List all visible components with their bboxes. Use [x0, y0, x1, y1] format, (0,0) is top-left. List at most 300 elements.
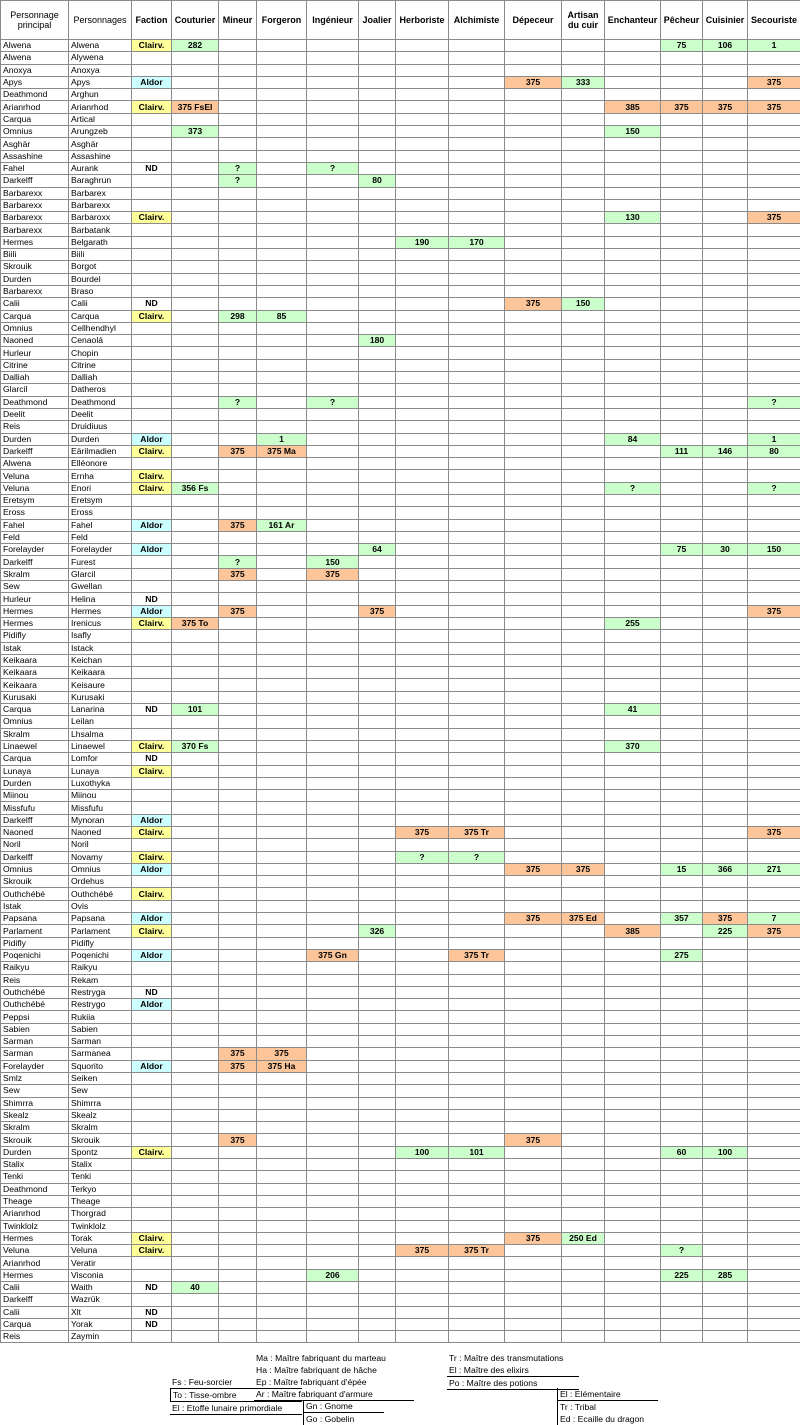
skill-cell	[661, 162, 703, 174]
skill-cell	[449, 1195, 505, 1207]
skill-cell	[257, 212, 307, 224]
skill-cell	[257, 913, 307, 925]
skill-cell	[605, 372, 661, 384]
skill-cell	[307, 322, 359, 334]
skill-cell	[703, 408, 748, 420]
main-character-cell: Keikaara	[1, 654, 69, 666]
skill-cell	[307, 1171, 359, 1183]
table-row	[1, 753, 800, 765]
skill-cell	[505, 925, 562, 937]
character-cell: Cenaolá	[69, 335, 132, 347]
main-character-cell: Smlz	[1, 1072, 69, 1084]
skill-cell	[449, 716, 505, 728]
skill-cell: 85	[257, 310, 307, 322]
skill-cell	[257, 802, 307, 814]
skill-cell	[449, 482, 505, 494]
legend-entry: Fs : Feu-sorcier	[170, 1376, 302, 1388]
skill-cell	[505, 408, 562, 420]
skill-cell	[219, 212, 257, 224]
legend-entry: Tr : Tribal	[558, 1401, 658, 1413]
skill-cell	[449, 913, 505, 925]
skill-cell	[219, 925, 257, 937]
skill-cell	[505, 1269, 562, 1281]
skill-cell	[396, 310, 449, 322]
skill-cell	[505, 999, 562, 1011]
skill-cell	[505, 888, 562, 900]
skill-cell	[307, 876, 359, 888]
column-header: Couturier	[172, 1, 219, 40]
skill-cell	[257, 531, 307, 543]
legend-forgeron	[254, 1352, 414, 1401]
skill-cell	[661, 1208, 703, 1220]
skill-cell	[257, 728, 307, 740]
table-row	[1, 1195, 800, 1207]
skill-cell	[307, 1220, 359, 1232]
skill-cell	[359, 974, 396, 986]
skill-cell	[359, 40, 396, 52]
character-cell: Isafly	[69, 630, 132, 642]
skill-cell	[562, 679, 605, 691]
skill-cell	[449, 421, 505, 433]
skill-cell	[172, 150, 219, 162]
skill-cell: 75	[661, 40, 703, 52]
skill-cell	[359, 1171, 396, 1183]
main-character-cell: Deathmond	[1, 396, 69, 408]
skill-cell	[505, 372, 562, 384]
legend-entry: El : Etoffe lunaire primordiale	[170, 1402, 302, 1415]
table-row	[1, 1060, 800, 1072]
skill-cell	[172, 679, 219, 691]
skill-cell	[605, 1085, 661, 1097]
skill-cell	[219, 126, 257, 138]
skill-cell	[748, 519, 800, 531]
table-row	[1, 999, 800, 1011]
skill-cell	[307, 1122, 359, 1134]
skill-cell	[605, 753, 661, 765]
faction-cell: ND	[132, 704, 172, 716]
skill-cell	[219, 1331, 257, 1343]
skill-cell	[661, 138, 703, 150]
skill-cell	[605, 888, 661, 900]
skill-cell	[661, 285, 703, 297]
skill-cell	[562, 1072, 605, 1084]
skill-cell	[562, 949, 605, 961]
skill-cell	[562, 827, 605, 839]
skill-cell	[605, 1232, 661, 1244]
skill-cell	[505, 704, 562, 716]
main-character-cell: Parlament	[1, 925, 69, 937]
faction-cell	[132, 667, 172, 679]
skill-cell	[307, 913, 359, 925]
skill-cell	[396, 1072, 449, 1084]
skill-cell	[703, 175, 748, 187]
character-cell: Veratir	[69, 1257, 132, 1269]
table-row	[1, 888, 800, 900]
skill-cell	[505, 605, 562, 617]
skill-cell	[172, 273, 219, 285]
skill-cell	[257, 150, 307, 162]
skill-cell	[359, 1011, 396, 1023]
main-character-cell: Istak	[1, 642, 69, 654]
skill-cell	[748, 261, 800, 273]
table-row	[1, 150, 800, 162]
skill-cell: 150	[307, 556, 359, 568]
skill-cell	[219, 704, 257, 716]
skill-cell	[449, 40, 505, 52]
faction-cell: Aldor	[132, 605, 172, 617]
skill-cell	[359, 876, 396, 888]
table-row	[1, 593, 800, 605]
character-cell: Shimrra	[69, 1097, 132, 1109]
skill-cell	[661, 1023, 703, 1035]
main-character-cell: Carqua	[1, 113, 69, 125]
character-cell: Enori	[69, 482, 132, 494]
skill-cell	[172, 310, 219, 322]
skill-cell	[359, 1122, 396, 1134]
main-character-cell: Miinou	[1, 790, 69, 802]
skill-cell	[359, 716, 396, 728]
skill-cell	[396, 802, 449, 814]
skill-cell	[257, 470, 307, 482]
faction-cell	[132, 261, 172, 273]
skill-cell	[661, 900, 703, 912]
skill-cell	[172, 1036, 219, 1048]
skill-cell	[172, 1306, 219, 1318]
skill-cell	[703, 1183, 748, 1195]
skill-cell	[605, 1011, 661, 1023]
skill-cell	[172, 76, 219, 88]
main-character-cell: Asghär	[1, 138, 69, 150]
skill-cell	[219, 716, 257, 728]
skill-cell	[359, 949, 396, 961]
skill-cell	[396, 556, 449, 568]
faction-cell	[132, 556, 172, 568]
faction-cell: ND	[132, 753, 172, 765]
main-character-cell: Twinklolz	[1, 1220, 69, 1232]
skill-cell	[307, 1159, 359, 1171]
skill-cell	[307, 519, 359, 531]
skill-cell	[359, 433, 396, 445]
skill-cell	[172, 236, 219, 248]
skill-cell: 100	[703, 1146, 748, 1158]
skill-cell	[172, 89, 219, 101]
faction-cell	[132, 199, 172, 211]
skill-cell	[703, 679, 748, 691]
skill-cell	[219, 335, 257, 347]
skill-cell	[505, 175, 562, 187]
skill-cell	[703, 126, 748, 138]
skill-cell: ?	[396, 851, 449, 863]
skill-cell	[396, 1220, 449, 1232]
skill-cell	[449, 1220, 505, 1232]
skill-cell	[703, 1134, 748, 1146]
skill-cell	[257, 396, 307, 408]
skill-cell	[307, 52, 359, 64]
skill-cell	[605, 986, 661, 998]
skill-cell	[703, 1318, 748, 1330]
skill-cell	[661, 1257, 703, 1269]
main-character-cell: Omnius	[1, 126, 69, 138]
table-row	[1, 261, 800, 273]
skill-cell: ?	[219, 162, 257, 174]
skill-cell	[359, 1269, 396, 1281]
skill-cell	[748, 1281, 800, 1293]
skill-cell	[307, 408, 359, 420]
skill-cell	[307, 64, 359, 76]
character-cell: Keisaure	[69, 679, 132, 691]
skill-cell	[172, 765, 219, 777]
table-row	[1, 40, 800, 52]
table-row	[1, 1281, 800, 1293]
skill-cell	[219, 642, 257, 654]
skill-cell	[219, 531, 257, 543]
character-cell: Druidiuus	[69, 421, 132, 433]
character-cell: Belgarath	[69, 236, 132, 248]
skill-cell	[505, 617, 562, 629]
skill-cell	[449, 900, 505, 912]
character-cell: Raikyu	[69, 962, 132, 974]
table-row	[1, 1269, 800, 1281]
skill-cell	[257, 1331, 307, 1343]
skill-cell	[748, 716, 800, 728]
skill-cell	[748, 654, 800, 666]
skill-cell	[396, 101, 449, 113]
skill-cell	[359, 396, 396, 408]
skill-cell	[605, 667, 661, 679]
skill-cell	[505, 593, 562, 605]
skill-cell	[449, 691, 505, 703]
skill-cell	[703, 1171, 748, 1183]
legend-entry: Ma : Maître fabriquant du marteau	[254, 1352, 414, 1364]
table-row	[1, 1048, 800, 1060]
skill-cell	[748, 249, 800, 261]
skill-cell	[396, 949, 449, 961]
main-character-cell: Biili	[1, 249, 69, 261]
main-character-cell: Veluna	[1, 482, 69, 494]
skill-cell	[562, 199, 605, 211]
skill-cell	[748, 1208, 800, 1220]
skill-cell	[703, 224, 748, 236]
skill-cell	[605, 1331, 661, 1343]
faction-cell	[132, 89, 172, 101]
character-cell: Papsana	[69, 913, 132, 925]
skill-cell: 1	[748, 433, 800, 445]
skill-cell	[172, 630, 219, 642]
skill-cell	[359, 1331, 396, 1343]
skill-cell	[359, 802, 396, 814]
skill-cell: 150	[605, 126, 661, 138]
skill-cell	[172, 52, 219, 64]
main-character-cell: Carqua	[1, 753, 69, 765]
skill-cell	[661, 765, 703, 777]
skill-cell	[449, 1122, 505, 1134]
skill-cell	[748, 310, 800, 322]
legend-entry: Gn : Gnome	[304, 1400, 384, 1413]
skill-cell	[359, 1023, 396, 1035]
main-character-cell: Forelayder	[1, 544, 69, 556]
skill-cell	[562, 396, 605, 408]
skill-cell	[307, 126, 359, 138]
table-row	[1, 1183, 800, 1195]
skill-cell	[605, 1195, 661, 1207]
skill-cell	[562, 224, 605, 236]
skill-cell	[562, 1146, 605, 1158]
table-row	[1, 64, 800, 76]
skill-cell	[605, 494, 661, 506]
skill-cell	[449, 433, 505, 445]
skill-cell	[703, 310, 748, 322]
main-character-cell: Stalix	[1, 1159, 69, 1171]
skill-cell	[505, 765, 562, 777]
skill-cell	[562, 765, 605, 777]
table-row	[1, 531, 800, 543]
character-cell: Elléonore	[69, 458, 132, 470]
skill-cell	[703, 273, 748, 285]
main-character-cell: Poqenichi	[1, 949, 69, 961]
skill-cell	[449, 175, 505, 187]
character-cell: Barbarexx	[69, 199, 132, 211]
skill-cell	[703, 1281, 748, 1293]
character-cell: Sarman	[69, 1036, 132, 1048]
skill-cell	[449, 298, 505, 310]
skill-cell	[172, 544, 219, 556]
skill-cell	[257, 261, 307, 273]
skill-cell	[703, 507, 748, 519]
skill-cell	[748, 962, 800, 974]
faction-cell	[132, 802, 172, 814]
table-row	[1, 384, 800, 396]
main-character-cell: Noril	[1, 839, 69, 851]
skill-cell	[562, 1109, 605, 1121]
skill-cell	[605, 593, 661, 605]
skill-cell	[257, 482, 307, 494]
faction-cell: Clairv.	[132, 1232, 172, 1244]
skill-cell	[172, 322, 219, 334]
legend-entry: Tr : Maître des transmutations	[447, 1352, 579, 1364]
skill-cell	[172, 937, 219, 949]
skill-cell	[748, 126, 800, 138]
skill-cell	[748, 470, 800, 482]
skill-cell	[605, 199, 661, 211]
skill-cell	[562, 876, 605, 888]
skill-cell	[505, 261, 562, 273]
main-character-cell: Darkelff	[1, 1294, 69, 1306]
skill-cell	[396, 790, 449, 802]
skill-cell: 375 Gn	[307, 949, 359, 961]
skill-cell	[307, 1331, 359, 1343]
character-cell: Torak	[69, 1232, 132, 1244]
skill-cell	[748, 1294, 800, 1306]
skill-cell: 190	[396, 236, 449, 248]
skill-cell	[396, 962, 449, 974]
skill-cell	[562, 802, 605, 814]
faction-cell: Clairv.	[132, 310, 172, 322]
skill-cell	[257, 593, 307, 605]
column-header: Personnages	[69, 1, 132, 40]
skill-cell	[505, 544, 562, 556]
skill-cell	[359, 1294, 396, 1306]
table-row	[1, 482, 800, 494]
skill-cell	[748, 876, 800, 888]
skill-cell	[257, 224, 307, 236]
character-cell: Feld	[69, 531, 132, 543]
skill-cell	[359, 421, 396, 433]
skill-cell	[359, 494, 396, 506]
skill-cell	[359, 568, 396, 580]
skill-cell	[396, 740, 449, 752]
skill-cell	[257, 408, 307, 420]
skill-cell	[219, 839, 257, 851]
skill-cell	[359, 593, 396, 605]
skill-cell	[396, 1183, 449, 1195]
legend-entry: El : Elémentaire	[558, 1388, 658, 1401]
faction-cell	[132, 1122, 172, 1134]
main-character-cell: Durden	[1, 1146, 69, 1158]
skill-cell	[748, 359, 800, 371]
skill-cell	[396, 642, 449, 654]
faction-cell: Aldor	[132, 863, 172, 875]
table-row	[1, 913, 800, 925]
skill-cell	[219, 1208, 257, 1220]
main-character-cell: Deathmond	[1, 89, 69, 101]
main-character-cell: Naoned	[1, 335, 69, 347]
skill-cell: 375	[219, 568, 257, 580]
skill-cell	[172, 1232, 219, 1244]
skill-cell	[505, 322, 562, 334]
skill-cell	[449, 974, 505, 986]
skill-cell	[605, 802, 661, 814]
skill-cell	[257, 962, 307, 974]
skill-cell	[703, 777, 748, 789]
skill-cell	[661, 396, 703, 408]
skill-cell	[396, 408, 449, 420]
character-cell: Veluna	[69, 1245, 132, 1257]
faction-cell	[132, 1109, 172, 1121]
skill-cell	[396, 581, 449, 593]
skill-cell	[257, 335, 307, 347]
character-cell: Braso	[69, 285, 132, 297]
skill-cell	[307, 224, 359, 236]
character-cell: Gwellan	[69, 581, 132, 593]
skill-cell	[449, 1269, 505, 1281]
skill-cell	[396, 1134, 449, 1146]
main-character-cell: Outhchébé	[1, 999, 69, 1011]
skill-cell	[172, 925, 219, 937]
skill-cell	[661, 605, 703, 617]
skill-cell	[359, 101, 396, 113]
skill-cell	[257, 64, 307, 76]
skill-cell	[359, 162, 396, 174]
skill-cell	[307, 1281, 359, 1293]
skill-cell	[562, 212, 605, 224]
skill-cell	[661, 642, 703, 654]
main-character-cell: Hermes	[1, 605, 69, 617]
skill-cell	[359, 76, 396, 88]
skill-cell	[505, 1208, 562, 1220]
faction-cell: ND	[132, 1281, 172, 1293]
skill-cell	[359, 507, 396, 519]
skill-cell	[219, 150, 257, 162]
skill-cell	[172, 335, 219, 347]
skill-cell	[359, 630, 396, 642]
main-character-cell: Arianrhod	[1, 1257, 69, 1269]
main-character-cell: Hermes	[1, 617, 69, 629]
character-cell: Skralm	[69, 1122, 132, 1134]
faction-cell	[132, 630, 172, 642]
skill-cell	[359, 470, 396, 482]
skill-cell	[449, 925, 505, 937]
skill-cell	[396, 667, 449, 679]
